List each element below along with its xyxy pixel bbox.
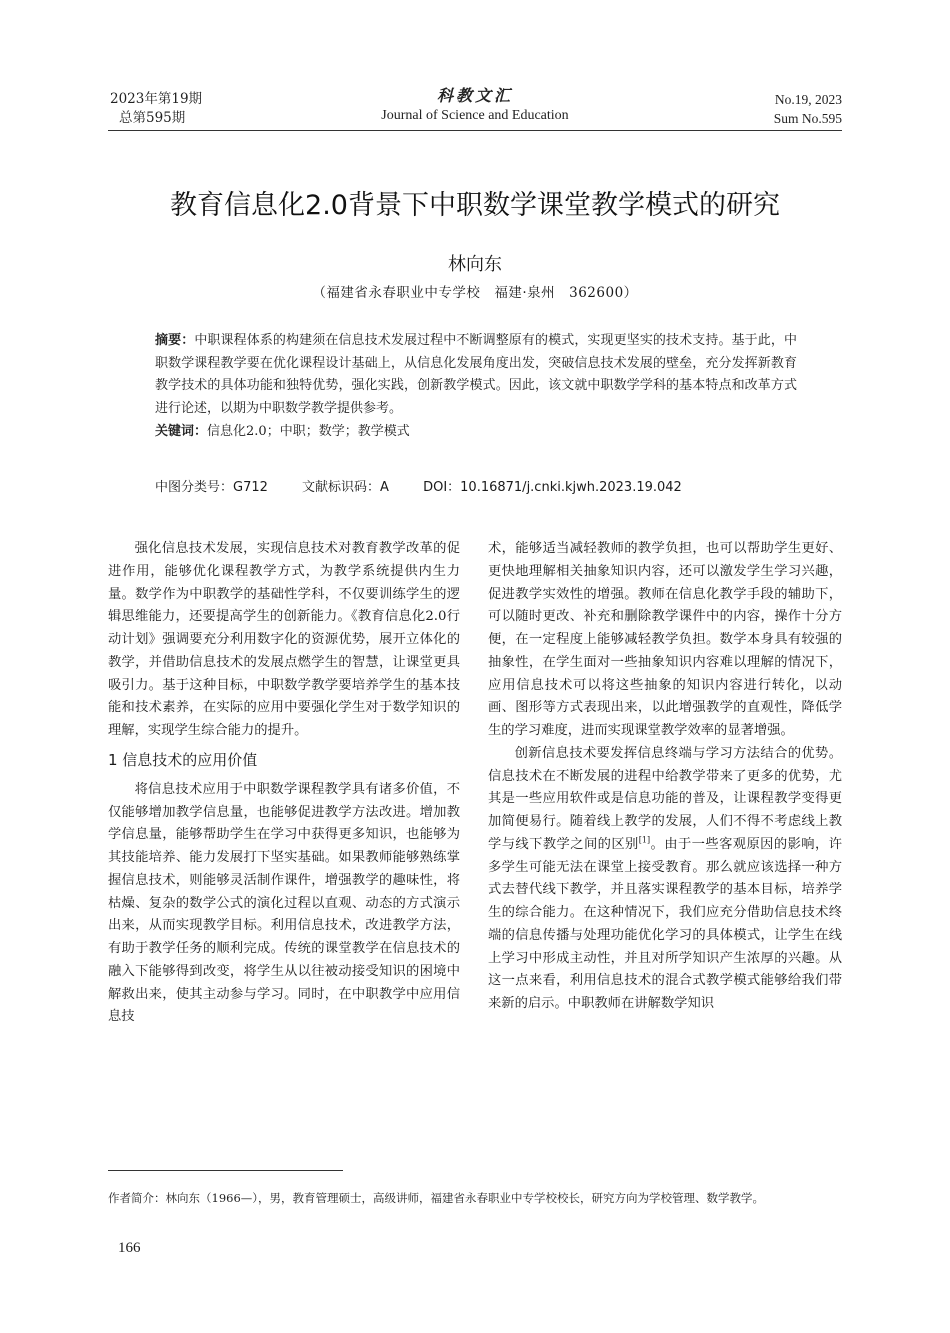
issue-number-english: No.19, 2023 xyxy=(774,92,842,107)
issue-info-english xyxy=(774,90,842,128)
section-paragraph-2 xyxy=(488,743,842,1016)
keywords-text: 信息化2.0；中职；数学；教学模式 xyxy=(207,423,410,439)
header-divider xyxy=(108,130,842,131)
citation-ref: [1] xyxy=(638,835,651,845)
classification-line xyxy=(155,478,712,498)
total-issue-english: Sum No.595 xyxy=(773,111,842,126)
section-heading: 1 信息技术的应用价值 xyxy=(108,750,258,769)
intro-paragraph: 强化信息技术发展，实现信息技术对教育教学改革的促进作用，能够优化课程教学方式，为教学系统提供内生力量。数学作为中职教学的基础性学科，不仅要训练学生的逻辑思维能力，还要提高学生的创新能力。《教育信息化2.0行动计划》强调要充分利用数字化的资源优势，展开立体化的教学，并借助信息技术的发展点燃学生的智慧，让课堂更具吸引力。基于这种目标，中职数学教学要培养学生的基本技能和技术素养，在实际的应用中要强化学生对于数学知识的理解，实现学生综合能力的提升。 xyxy=(108,541,460,738)
journal-masthead xyxy=(300,86,650,126)
paragraph-text-part2: 。由于一些客观原因的影响，许多学生可能无法在课堂上接受教育。那么就应该选择一种方式去替代线下教学，并且落实课程教学的基本目标，培养学生的综合能力。在这种情况下，我们应充分借助信息技术终端的信息传播与处理功能优化学习的具体模式，让学生在线上学习中形成主动性，并且对所学知识产生浓厚的兴趣。从这一点来看，利用信息技术的混合式教学模式能够给我们带来新的启示。中职教师在讲解数学知识 xyxy=(488,836,843,1011)
journal-logo: 科教文汇 xyxy=(436,86,513,105)
body-column-left xyxy=(108,538,460,1029)
author-footnote: 作者简介：林向东（1966—），男，教育管理硕士，高级讲师，福建省永春职业中专学校校长，研究方向为学校管理、数学教学。 xyxy=(108,1191,765,1205)
journal-name: Journal of Science and Education xyxy=(381,108,569,123)
issue-number: 2023年第19期 xyxy=(110,91,203,107)
author-name: 林向东 xyxy=(448,254,502,275)
body-column-right xyxy=(488,538,842,1016)
abstract-block xyxy=(155,330,797,444)
abstract-paragraph xyxy=(155,330,797,421)
continued-paragraph: 术，能够适当减轻教师的教学负担，也可以帮助学生更好、更快地理解相关抽象知识内容，还可以激发学生学习兴趣，促进教学实效性的增强。教师在信息化教学手段的辅助下，可以随时更改、补充和删除教学课件中的内容，操作十分方便，在一定程度上能够减轻教学负担。数学本身具有较强的抽象性，在学生面对一些抽象知识内容难以理解的情况下，应用信息技术可以将这些抽象的知识内容进行转化，以动画、图形等方式表现出来，以此增强教学的直观性，降低学生的学习难度，进而实现课堂教学效率的显著增强。 xyxy=(488,541,842,738)
issue-info xyxy=(110,90,202,128)
footnote-divider xyxy=(108,1170,343,1171)
keywords-label: 关键词： xyxy=(155,423,208,439)
abstract-label: 摘要： xyxy=(155,333,195,348)
clc-number: 中图分类号：G712 xyxy=(155,480,268,495)
document-code: 文献标识码：A xyxy=(302,480,389,495)
abstract-text: 中职课程体系的构建须在信息技术发展过程中不断调整原有的模式，实现更坚实的技术支持。基于此，中职数学课程教学要在优化课程设计基础上，从信息化发展角度出发，突破信息技术发展的壁垒，充分发挥新教育教学技术的具体功能和独特优势，强化实践，创新教学模式。因此，该文就中职数学学科的基本特点和改革方式进行论述，以期为中职数学教学提供参考。 xyxy=(155,333,797,417)
article-title: 教育信息化2.0背景下中职数学课堂教学模式的研究 xyxy=(170,190,780,221)
total-issue-number: 总第595期 xyxy=(119,110,186,126)
author-affiliation: （福建省永春职业中专学校 福建·泉州 362600） xyxy=(312,285,638,301)
section-paragraph: 将信息技术应用于中职数学课程教学具有诸多价值，不仅能够增加教学信息量，也能够促进教学方法改进。增加教学信息量，能够帮助学生在学习中获得更多知识，也能够为其技能培养、能力发展打下坚实基础。如果教师能够熟练掌握信息技术，则能够灵活制作课件，增强教学的趣味性，将枯燥、复杂的数学公式的演化过程以直观、动态的方式演示出来，从而实现教学目标。利用信息技术，改进教学方法，有助于教学任务的顺利完成。传统的课堂教学在信息技术的融入下能够得到改变，将学生从以往被动接受知识的困境中解救出来，使其主动参与学习。同时，在中职教学中应用信息技 xyxy=(108,781,460,1025)
paragraph-text-part1: 创新信息技术要发挥信息终端与学习方法结合的优势。信息技术在不断发展的进程中给教学带来了更多的优势，尤其是一些应用软件或是信息功能的普及，让课程教学变得更加简便易行。随着线上教学的发展，人们不得不考虑线上教学与线下教学之间的区别 xyxy=(488,745,842,852)
doi: DOI：10.16871/j.cnki.kjwh.2023.19.042 xyxy=(423,480,682,495)
page-number: 166 xyxy=(118,1240,141,1256)
keywords-line xyxy=(155,421,797,444)
